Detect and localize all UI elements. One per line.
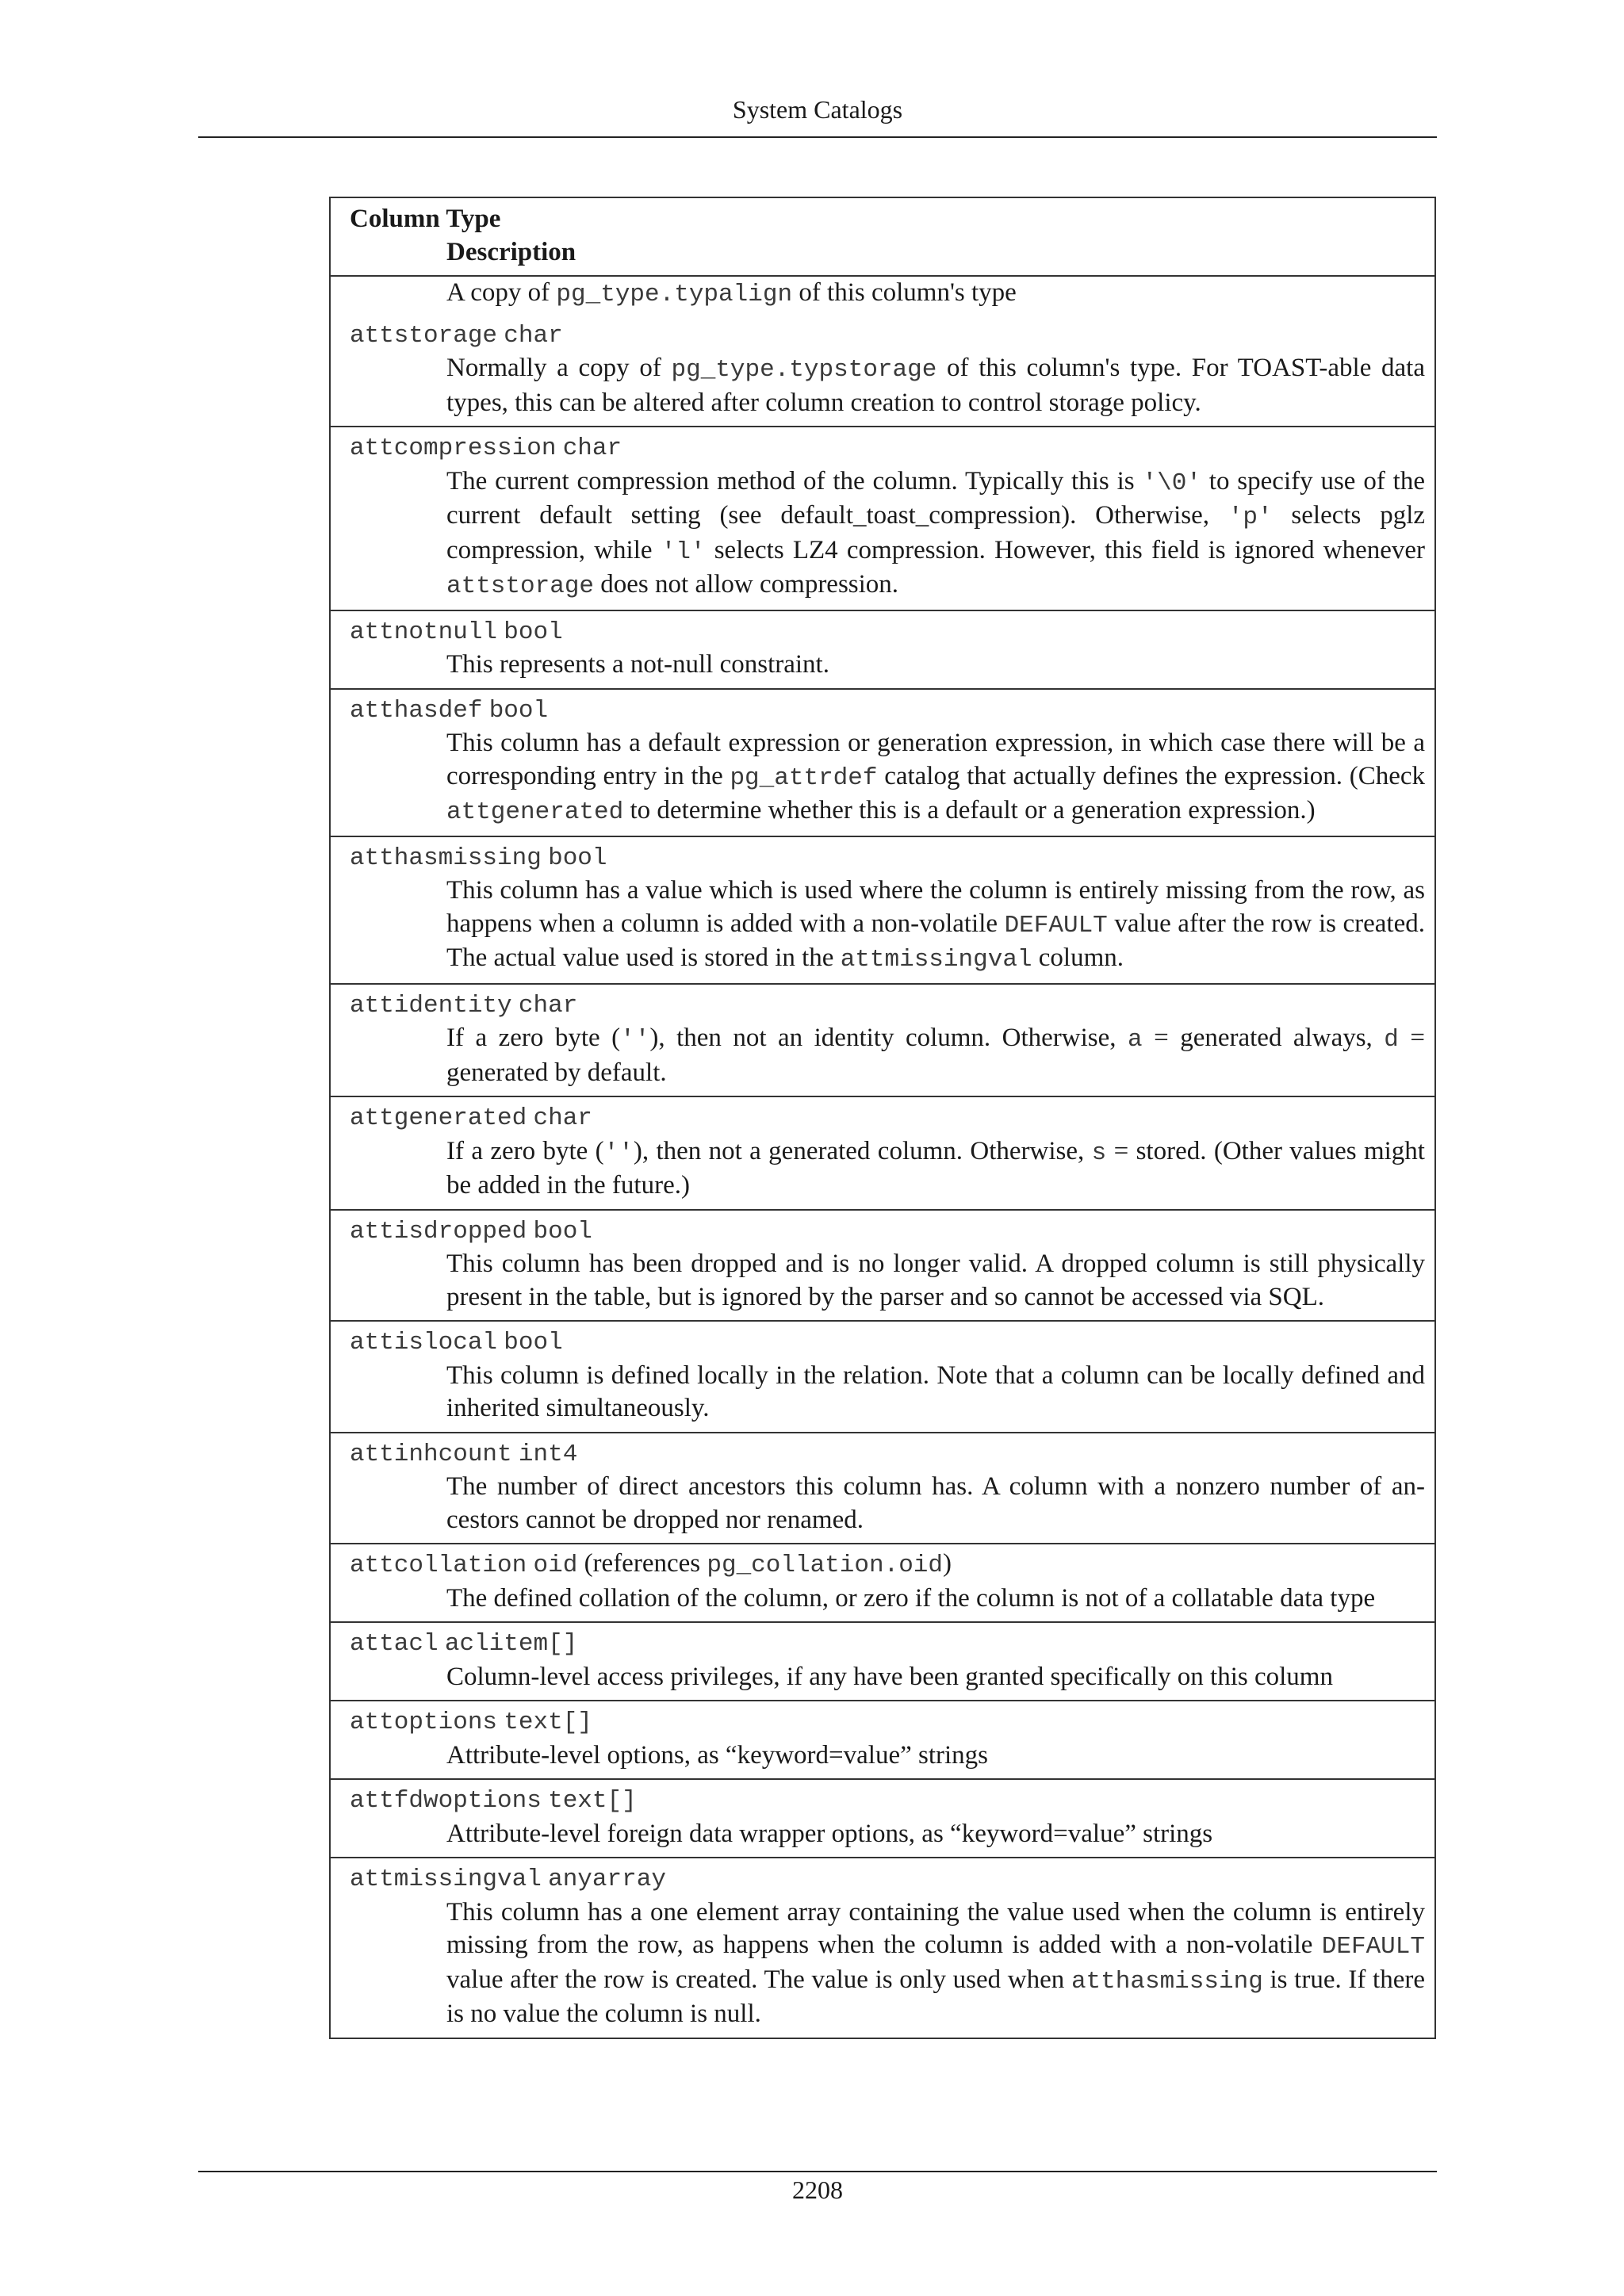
column-type: bool [504, 618, 563, 646]
description-text: Column-level access privileges, if any have been granted specifically on this column [446, 1662, 1333, 1691]
code-literal: 'p' [1228, 503, 1273, 531]
column-signature [350, 1862, 1428, 1896]
column-type: char [518, 991, 578, 1020]
table-row [331, 1432, 1434, 1544]
column-signature [350, 1437, 1428, 1471]
description-text: to determine whether this is a default or a generation expression.) [623, 796, 1316, 825]
description-text: This column has a default expression or generation expression, in which case there will be a corresponding entry in the [446, 729, 1425, 790]
code-literal: attstorage [446, 572, 595, 600]
description-text: The current compression method of the column. Typically this is [446, 466, 1143, 496]
code-literal: s [1091, 1138, 1107, 1167]
column-description [350, 1248, 1428, 1314]
page-number: 2208 [792, 2175, 843, 2204]
column-description [350, 727, 1428, 829]
column-type-heading: Column Type [350, 205, 501, 233]
description-text: = generated always, [1142, 1024, 1385, 1052]
column-signature [350, 1626, 1428, 1661]
code-literal: '' [603, 1138, 634, 1167]
table-row [331, 1857, 1434, 2038]
code-literal: 'l' [661, 538, 706, 566]
column-type: aclitem[] [444, 1630, 578, 1658]
column-description [350, 1471, 1428, 1536]
description-heading: Description [446, 237, 576, 266]
column-description [350, 1739, 1428, 1773]
column-description [350, 1661, 1428, 1694]
description-text: catalog that actually defines the expression. (Check [877, 761, 1426, 790]
code-literal: pg_attrdef [730, 763, 878, 792]
column-signature [350, 1705, 1428, 1739]
table-row [331, 1543, 1434, 1621]
description-text: to specify use of the current default setting (see default_toast_compression). Otherwise, [446, 466, 1425, 530]
column-signature [350, 693, 1428, 728]
code-literal: DEFAULT [1321, 1933, 1425, 1961]
column-name: atthasdef [350, 696, 483, 725]
column-name: attcollation [350, 1552, 527, 1579]
column-signature [350, 614, 1428, 649]
description-text: If a zero byte ( [446, 1136, 604, 1165]
column-name: attacl [350, 1630, 439, 1658]
column-name: attoptions [350, 1709, 498, 1736]
table-row [331, 688, 1434, 836]
code-literal: d [1384, 1026, 1399, 1054]
column-description [350, 465, 1428, 603]
column-name: attnotnull [350, 618, 498, 646]
column-type: anyarray [548, 1866, 666, 1893]
description-text: selects pglz compression, while [446, 501, 1426, 564]
description-text: If a zero byte ( [446, 1024, 621, 1052]
code-literal: atthasmissing [1071, 1967, 1263, 1996]
description-text: does not allow compression. [594, 570, 899, 599]
description-text: column. [1032, 943, 1124, 972]
description-text: value after the row is created. The actual value used is stored in the [446, 909, 1425, 972]
code-literal: pg_type.typstorage [671, 356, 937, 384]
column-type: int4 [518, 1440, 578, 1468]
continued-description [350, 277, 1428, 312]
column-name: attidentity [350, 991, 512, 1020]
description-text: of this column's type. For TOAST-able data types, this can be altered after column creation to control storage policy. [446, 354, 1425, 417]
column-type: oid [533, 1552, 578, 1579]
code-literal: attgenerated [446, 798, 624, 826]
column-signature [350, 1100, 1428, 1135]
table-row [331, 1700, 1434, 1778]
description-text: This column has been dropped and is no longer valid. A dropped column is still physically present in the table, but is ignored by the parser and so cannot be accessed via SQL. [446, 1249, 1425, 1311]
table-row [331, 426, 1434, 610]
code-literal: a [1128, 1026, 1143, 1054]
table-row [331, 1209, 1434, 1321]
table-row [331, 1621, 1434, 1700]
column-name: attfdwoptions [350, 1787, 542, 1815]
description-text: The defined collation of the column, or zero if the column is not of a collatable data type [446, 1583, 1376, 1613]
column-type: bool [504, 1329, 563, 1357]
column-type: bool [533, 1217, 592, 1246]
catalog-table [329, 197, 1436, 2039]
table-row [331, 836, 1434, 983]
table-row [331, 983, 1434, 1096]
column-signature [350, 988, 1428, 1023]
column-name: attgenerated [350, 1104, 527, 1132]
code-literal: DEFAULT [1004, 911, 1108, 939]
code-literal: '\0' [1142, 469, 1201, 497]
table-row [331, 1096, 1434, 1209]
description-text: of this column's type [792, 278, 1017, 307]
column-description [350, 1582, 1428, 1616]
column-description [350, 874, 1428, 977]
table-body [331, 315, 1434, 2038]
column-signature [350, 1783, 1428, 1818]
header-rule [198, 136, 1437, 138]
table-header-row [331, 198, 1434, 275]
references-suffix: ) [943, 1549, 952, 1578]
column-signature [350, 840, 1428, 875]
column-name: attcompression [350, 434, 557, 462]
column-description [350, 1135, 1428, 1203]
description-text: is true. If there is no value the column is null. [446, 1965, 1425, 2028]
table-row [331, 1320, 1434, 1432]
description-text: value after the row is created. The value is only used when [446, 1965, 1071, 1994]
description-text: ), then not a generated column. Otherwise, [633, 1136, 1092, 1165]
column-name: attstorage [350, 321, 498, 350]
description-text: A copy of [446, 278, 557, 307]
description-text: selects LZ4 compression. However, this field is ignored whenever [705, 535, 1426, 564]
description-text: = generated by default. [446, 1024, 1425, 1087]
column-name: attislocal [350, 1329, 498, 1357]
column-description [350, 1022, 1428, 1089]
code-literal: pg_type.typalign [556, 281, 793, 308]
column-signature [350, 1214, 1428, 1249]
column-signature [350, 318, 1428, 353]
column-name: atthasmissing [350, 844, 542, 872]
column-type: char [562, 434, 622, 462]
column-type: char [504, 321, 563, 350]
table-row [331, 315, 1434, 427]
table-row [331, 1778, 1434, 1857]
references-target: pg_collation.oid [707, 1552, 944, 1579]
column-signature [350, 430, 1428, 465]
column-signature [350, 1325, 1428, 1360]
column-description [350, 649, 1428, 682]
column-description [350, 1360, 1428, 1425]
column-type: text[] [548, 1787, 637, 1815]
column-description [350, 1818, 1428, 1851]
description-text: This column has a value which is used where the column is entirely missing from the row, as happens when a column is added with a non-volatile [446, 876, 1425, 938]
column-signature [350, 1548, 1428, 1582]
column-name: attinhcount [350, 1440, 512, 1468]
description-text: The number of direct ancestors this column has. A column with a nonzero number of ancestors cannot be dropped nor renamed. [446, 1472, 1425, 1534]
column-type: bool [548, 844, 607, 872]
continued-row [331, 275, 1434, 315]
column-type: text[] [504, 1709, 592, 1736]
column-type: bool [488, 696, 549, 725]
description-text: Attribute-level foreign data wrapper options, as “keyword=value” strings [446, 1819, 1213, 1848]
column-type: char [533, 1104, 592, 1132]
description-text: This column has a one element array containing the value used when the column is entirely missing from the row, as happens when the column is added with a non-volatile [446, 1897, 1425, 1959]
description-text: Normally a copy of [446, 354, 672, 382]
description-text: = stored. (Other values might be added in the future.) [446, 1136, 1425, 1200]
references-prefix: (references [577, 1549, 707, 1578]
column-description [350, 352, 1428, 419]
column-name: attmissingval [350, 1866, 542, 1893]
description-text: This column is defined locally in the relation. Note that a column can be locally defined and inherited simultaneously. [446, 1360, 1425, 1422]
running-header: System Catalogs [732, 95, 903, 124]
column-description [350, 1896, 1428, 2031]
description-text: Attribute-level options, as “keyword=value” strings [446, 1740, 989, 1770]
table-row [331, 610, 1434, 688]
code-literal: attmissingval [840, 946, 1032, 974]
code-literal: '' [620, 1026, 650, 1054]
column-name: attisdropped [350, 1217, 527, 1246]
description-text: ), then not an identity column. Otherwise, [649, 1024, 1128, 1052]
description-text: This represents a not-null constraint. [446, 650, 829, 679]
